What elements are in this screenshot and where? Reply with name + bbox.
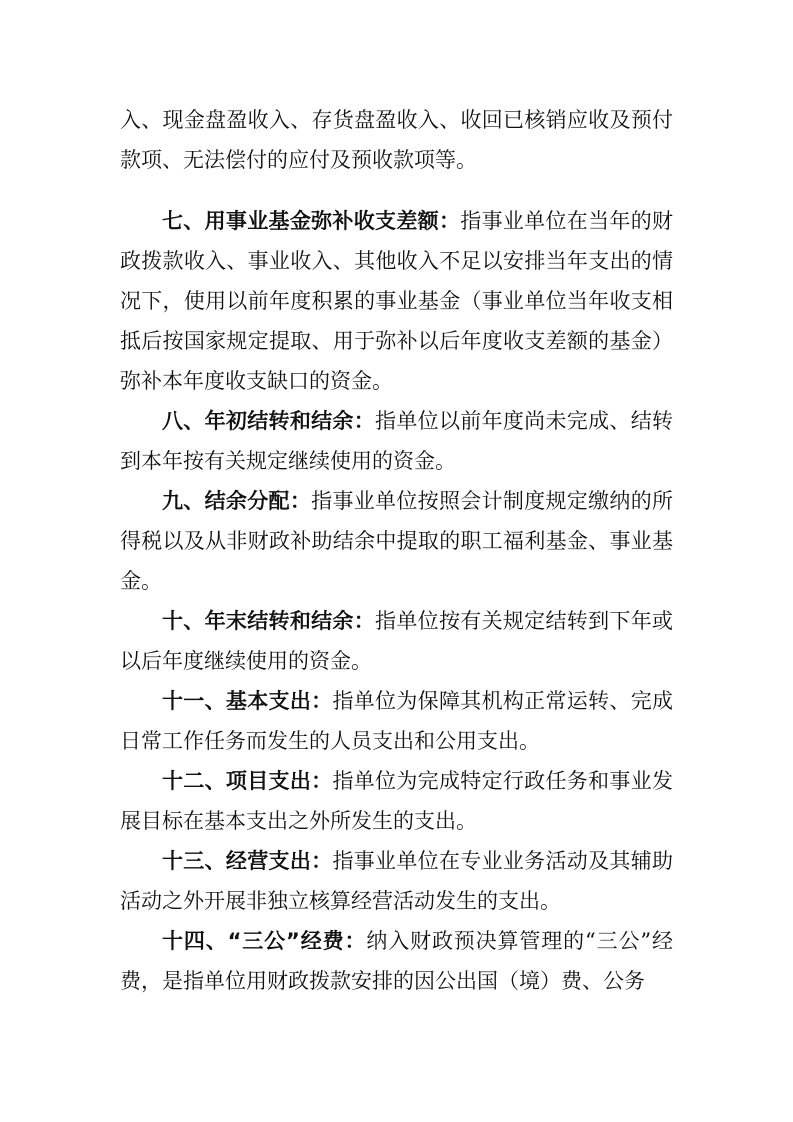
paragraph-text: 指单位以前年度尚未完成、结转到本年按有关规定继续使用的资金。 (120, 409, 674, 473)
document-page (120, 100, 673, 1001)
paragraph-item-12 (120, 761, 673, 841)
paragraph-text: 入、现金盘盈收入、存货盘盈收入、收回已核销应收及预付款项、无法偿付的应付及预收款项等。 (120, 108, 673, 172)
paragraph-item-13 (120, 841, 673, 921)
paragraph-continuation (120, 100, 673, 180)
term-heading: 八、年初结转和结余： (162, 409, 376, 433)
term-heading: 十、年末结转和结余： (162, 609, 376, 633)
paragraph-item-10 (120, 601, 673, 681)
term-heading: 十二、项目支出： (162, 769, 333, 793)
paragraph-text: 指单位为保障其机构正常运转、完成日常工作任务而发生的人员支出和公用支出。 (120, 689, 674, 753)
term-heading: 七、用事业基金弥补收支差额： (162, 209, 461, 233)
paragraph-text: 指事业单位按照会计制度规定缴纳的所得税以及从非财政补助结余中提取的职工福利基金、事业基金。 (120, 489, 674, 593)
paragraph-text: 指单位按有关规定结转到下年或以后年度继续使用的资金。 (120, 609, 674, 673)
paragraph-item-11 (120, 681, 673, 761)
paragraph-text: 指事业单位在当年的财政拨款收入、事业收入、其他收入不足以安排当年支出的情况下，使用以前年度积累的事业基金（事业单位当年收支相抵后按国家规定提取、用于弥补以后年度收支差额的基金）弥补本年度收支缺口的资金。 (120, 209, 674, 393)
paragraph-text: 纳入财政预决算管理的“三公”经费，是指单位用财政拨款安排的因公出国（境）费、公务 (120, 929, 673, 993)
paragraph-item-14 (120, 921, 673, 1001)
paragraph-text: 指事业单位在专业业务活动及其辅助活动之外开展非独立核算经营活动发生的支出。 (120, 849, 674, 913)
term-heading: 十四、“三公”经费： (162, 929, 367, 953)
paragraph-item-7 (120, 201, 673, 401)
term-heading: 十一、基本支出： (162, 689, 333, 713)
paragraph-text: 指单位为完成特定行政任务和事业发展目标在基本支出之外所发生的支出。 (120, 769, 674, 833)
paragraph-item-8 (120, 401, 673, 481)
term-heading: 十三、经营支出： (162, 849, 333, 873)
term-heading: 九、结余分配： (162, 489, 312, 513)
paragraph-item-9 (120, 481, 673, 601)
